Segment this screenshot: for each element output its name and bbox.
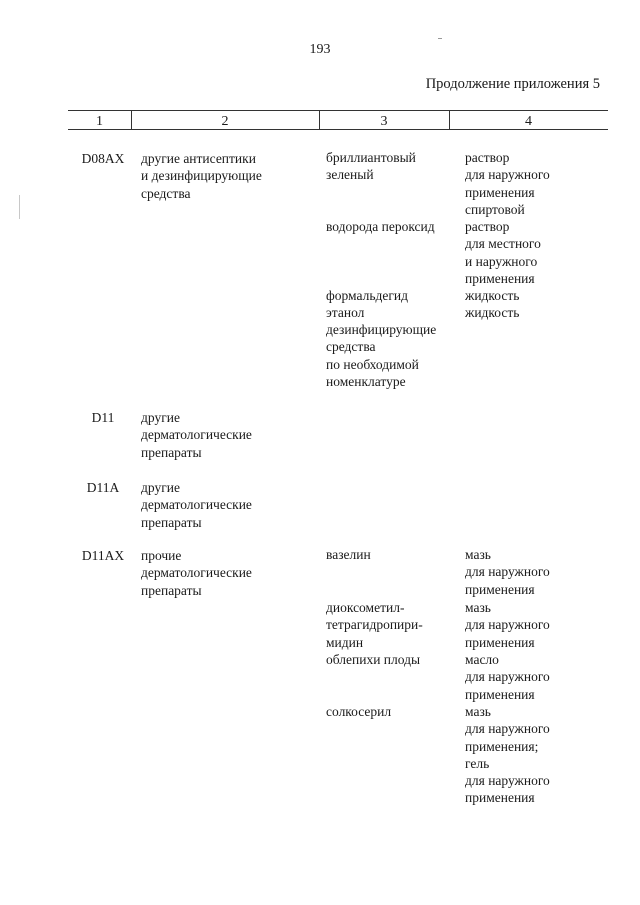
dosage-form: мазь для наружного применения	[465, 600, 550, 650]
drug-name: водорода пероксид	[326, 219, 435, 234]
atc-group-name: другие дерматологические препараты	[141, 480, 252, 530]
dosage-form: жидкость	[465, 305, 520, 320]
page-number: 193	[309, 42, 331, 57]
dosage-form: мазь для наружного применения; гель для наружного применения	[465, 704, 550, 806]
drug-name: этанол	[326, 305, 365, 320]
column-header-4: 4	[525, 114, 532, 129]
dosage-form: раствор для наружного применения спиртовой	[465, 150, 550, 217]
drug-name: солкосерил	[326, 704, 392, 719]
drug-name: формальдегид	[326, 288, 408, 303]
drug-name: диоксометил- тетрагидропири- мидин	[326, 600, 423, 650]
atc-code: D11AX	[81, 548, 125, 563]
atc-code: D11	[91, 410, 115, 425]
drug-name: облепихи плоды	[326, 652, 421, 667]
scan-mark	[19, 195, 20, 219]
drug-name: бриллиантовый зеленый	[326, 150, 416, 183]
atc-group-name: другие дерматологические препараты	[141, 410, 252, 460]
dosage-form: масло для наружного применения	[465, 652, 550, 702]
dosage-form: раствор для местного и наружного применения	[465, 219, 541, 286]
scan-mark	[438, 38, 442, 39]
dosage-form: мазь для наружного применения	[465, 547, 550, 597]
column-header-2: 2	[221, 114, 229, 129]
dosage-form: жидкость	[465, 288, 520, 303]
atc-group-name: другие антисептики и дезинфицирующие средства	[141, 151, 262, 201]
column-header-1: 1	[96, 114, 103, 129]
atc-group-name: прочие дерматологические препараты	[141, 548, 252, 598]
continuation-label: Продолжение приложения 5	[425, 76, 600, 92]
atc-code: D08AX	[81, 151, 125, 166]
column-header-3: 3	[380, 114, 388, 129]
table-top-rule	[68, 110, 608, 111]
drug-name: дезинфицирующие средства по необходимой номенклатуре	[326, 322, 437, 389]
drug-name: вазелин	[326, 547, 371, 562]
atc-code: D11A	[86, 480, 120, 495]
